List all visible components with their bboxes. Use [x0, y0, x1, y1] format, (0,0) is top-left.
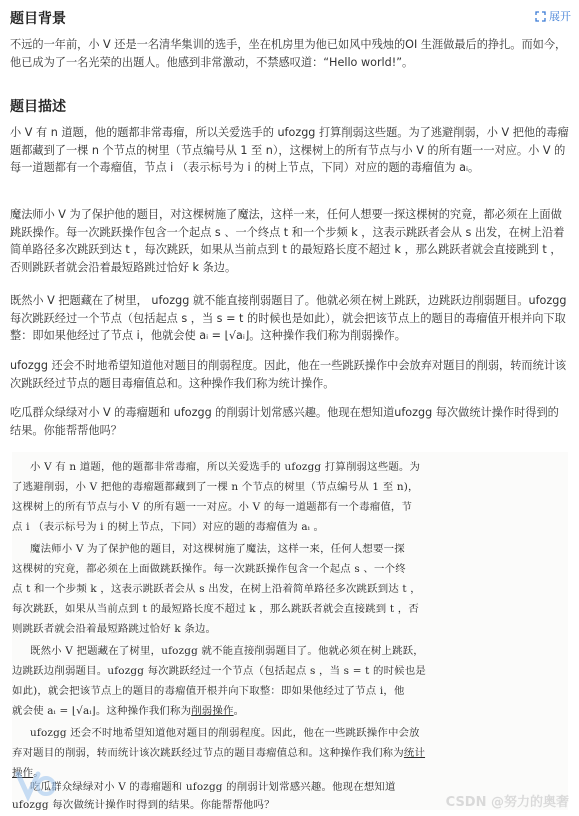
scan-line-with-term [12, 744, 425, 759]
term-count-operation-part: 统计 [403, 747, 426, 759]
scan-line: 吃瓜群众绿绿对小 V 的毒瘤题和 ufozgg 的削弱计划常感兴趣。他现在想知道 [30, 781, 396, 793]
scan-line: 小 V 有 n 道题，他的题都非常毒瘤，所以关爱选手的 ufozgg 打算削弱这些题。为 [30, 461, 421, 473]
description-paragraph-1: 小 V 有 n 道题，他的题都非常毒瘤，所以关爱选手的 ufozgg 打算削弱这些题。为了逃避削弱，小 V 把他的毒瘤题都藏到了一棵 n 个节点的树里（节点编号从 1 至 n），这棵树上的所有节点与小 V 的所有题一一对应。小 V 的每一道题都有一个毒瘤值，节点 i （表示标号为 i 的树上节点，下同）对应的题的毒瘤值为 aᵢ。 [10, 126, 569, 174]
watermark-text: CSDN @努力的奥奢 [445, 795, 569, 810]
scan-line: 每次跳跃，如果从当前点到 t 的最短路长度不超过 k ，那么跳跃者就会直接跳到 t ，否 [12, 603, 419, 615]
term-weaken-operation: 削弱操作 [191, 705, 234, 717]
scan-text: 。 [33, 767, 44, 779]
description-paragraph-4: ufozgg 还会不时地希望知道他对题目的削弱程度。因此，他在一些跳跃操作中会放弃对题目的削弱，转而统计该次跳跃经过节点的题目毒瘤值总和。这种操作我们称为统计操作。 [10, 359, 567, 390]
watermark-logo [14, 766, 104, 806]
expand-button[interactable] [535, 8, 571, 24]
scan-line: 如此)，就会把该节点上的题目的毒瘤值开根并向下取整：即如果他经过了节点 i，他 [12, 685, 405, 697]
expand-icon [535, 11, 546, 22]
scan-line: 边跳跃边削弱题目。ufozgg 每次跳跃经过一个节点（包括起点 s ，当 s = t 的时候也是 [12, 665, 426, 677]
background-title: 题目背景 [10, 11, 66, 27]
scan-line: ufozgg 还会不时地希望知道他对题目的削弱程度。因此，他在一些跳跃操作中会放 [30, 727, 420, 739]
background-text: 不远的一年前，小 V 还是一名清华集训的选手，坐在机房里为他已如风中残烛的OI 生涯做最后的挣扎。而如今，他已成为了一名光荣的出题人。他感到非常激动，不禁感叹道：“Hello world!”。 [10, 38, 567, 69]
scan-line: 点 i （表示标号为 i 的树上节点，下同）对应的题的毒瘤值为 aᵢ 。 [12, 521, 325, 533]
scan-line: 了逃避削弱，小 V 把他的毒瘤题都藏到了一棵 n 个节点的树里（节点编号从 1 至 n)， [12, 481, 419, 493]
scan-text: 弃对题目的削弱，转而统计该次跳跃经过节点的题目毒瘤值总和。这种操作我们称为 [12, 747, 404, 759]
scan-line: 既然小 V 把题藏在了树里，ufozgg 就不能直接削弱题目了。他就必须在树上跳跃， [30, 645, 424, 657]
scan-line-with-term [12, 702, 244, 717]
scan-line: 魔法师小 V 为了保护他的题目，对这棵树施了魔法，这样一来，任何人想要一探 [30, 543, 405, 555]
scan-line: 则跳跃者就会沿着最短路跳过恰好 k 条边。 [12, 623, 217, 635]
scanned-statement-image [12, 452, 568, 810]
expand-label: 展开 [549, 10, 571, 23]
scan-text: 。 [233, 705, 245, 717]
scan-text: 就会使 aᵢ = ⌊√aᵢ⌋。这种操作我们称为 [12, 705, 192, 717]
scan-line: ufozgg 每次做统计操作时得到的结果。你能帮帮他吗？ [12, 799, 275, 811]
description-paragraph-3: 既然小 V 把题藏在了树里， ufozgg 就不能直接削弱题目了。他就必须在树上跳跃，边跳跃边削弱题目。ufozgg 每次跳跃经过一个节点（包括起点 s ，当 s = t 的时候也是如此），就会把该节点上的题目的毒瘤值开根并向下取整：即如果他经过了节点 i，他就会使 aᵢ = ⌊√aᵢ⌋。这种操作我们称为削弱操作。 [10, 294, 567, 342]
description-paragraph-5: 吃瓜群众绿绿对小 V 的毒瘤题和 ufozgg 的削弱计划常感兴趣。他现在想知道ufozgg 每次做统计操作时得到的结果。你能帮帮他吗？ [10, 406, 559, 437]
description-title: 题目描述 [10, 99, 66, 115]
scan-line: 这棵树的究竟，都必须在上面做跳跃操作。每一次跳跃操作包含一个起点 s 、一个终 [12, 563, 406, 575]
description-paragraph-2: 魔法师小 V 为了保护他的题目，对这棵树施了魔法，这样一来，任何人想要一探这棵树的究竟，都必须在上面做跳跃操作。每一次跳跃操作包含一个起点 s 、一个终点 t 和一个步频 k ，这表示跳跃者会从 s 出发，在树上沿着简单路径多次跳跃到达 t ，每次跳跃，如果从当前点到 t 的最短路长度不超过 k ，那么跳跃者就会直接跳到 t ，否则跳跃者就会沿着最短路跳过恰好 k 条边。 [10, 208, 565, 274]
scan-line: 点 t 和一个步频 k ，这表示跳跃者会从 s 出发，在树上沿着简单路径多次跳跃到达 t ， [12, 583, 421, 595]
term-count-operation-part: 操作 [12, 767, 34, 779]
scan-line: 这棵树上的所有节点与小 V 的所有题一一对应。小 V 的每一道题都有一个毒瘤值，节 [12, 501, 413, 513]
